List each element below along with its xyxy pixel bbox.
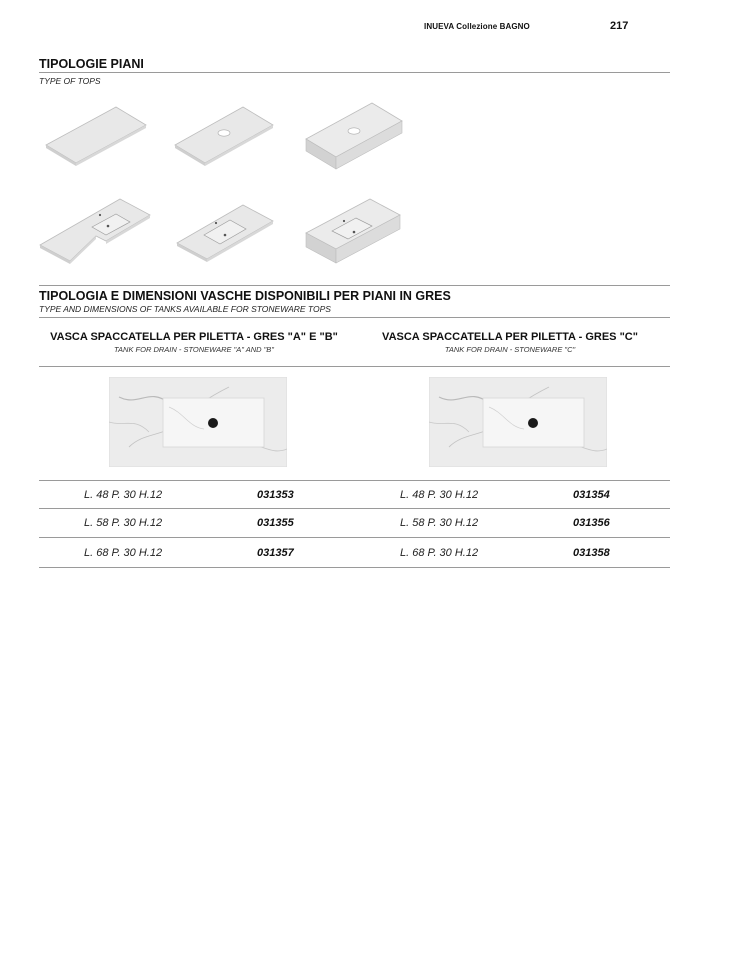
column-subtitle-gres-a-b: TANK FOR DRAIN - STONEWARE "A" AND "B" <box>114 345 274 354</box>
top-with-basin-illustration <box>177 205 273 262</box>
top-types-illustrations <box>36 95 416 275</box>
row-2-code-left: 031355 <box>257 517 294 529</box>
row-1-code-right: 031354 <box>573 489 610 501</box>
row-3-code-left: 031357 <box>257 547 294 559</box>
top-with-hole-illustration <box>175 107 273 166</box>
drain-icon <box>528 418 538 428</box>
table-rule <box>39 567 670 568</box>
row-1-code-left: 031353 <box>257 489 294 501</box>
row-3-code-right: 031358 <box>573 547 610 559</box>
section-subtitle-tanks: TYPE AND DIMENSIONS OF TANKS AVAILABLE FOR STONEWARE TOPS <box>39 304 331 314</box>
thick-top-with-hole-illustration <box>306 103 402 169</box>
row-1-dimensions-left: L. 48 P. 30 H.12 <box>84 489 163 501</box>
section-rule <box>39 317 670 318</box>
section-title-tops: TIPOLOGIE PIANI <box>39 57 144 71</box>
table-rule <box>39 508 670 509</box>
column-title-gres-a-b: VASCA SPACCATELLA PER PILETTA - GRES "A" E "B" <box>50 331 338 343</box>
drain-icon <box>208 418 218 428</box>
row-2-code-right: 031356 <box>573 517 610 529</box>
page-number: 217 <box>610 20 629 32</box>
section-rule <box>39 72 670 73</box>
section-title-tanks: TIPOLOGIA E DIMENSIONI VASCHE DISPONIBILI PER PIANI IN GRES <box>39 289 451 303</box>
row-2-dimensions-left: L. 58 P. 30 H.12 <box>84 517 163 529</box>
tank-image-gres-a-b <box>109 377 287 467</box>
row-3-dimensions-right: L. 68 P. 30 H.12 <box>400 547 479 559</box>
table-rule <box>39 480 670 481</box>
thick-top-with-basin-illustration <box>306 199 400 263</box>
section-rule <box>39 285 670 286</box>
table-rule <box>39 537 670 538</box>
plain-top-illustration <box>46 107 146 166</box>
column-header-rule <box>39 366 670 367</box>
row-2-dimensions-right: L. 58 P. 30 H.12 <box>400 517 479 529</box>
column-subtitle-gres-c: TANK FOR DRAIN - STONEWARE "C" <box>444 345 576 354</box>
row-3-dimensions-left: L. 68 P. 30 H.12 <box>84 547 163 559</box>
row-1-dimensions-right: L. 48 P. 30 H.12 <box>400 489 479 501</box>
column-title-gres-c: VASCA SPACCATELLA PER PILETTA - GRES "C" <box>382 331 638 343</box>
tank-image-gres-c <box>429 377 607 467</box>
top-with-basin-cutout-illustration <box>40 199 150 264</box>
collection-title: INUEVA Collezione BAGNO <box>424 22 530 31</box>
section-subtitle-tops: TYPE OF TOPS <box>39 76 101 86</box>
